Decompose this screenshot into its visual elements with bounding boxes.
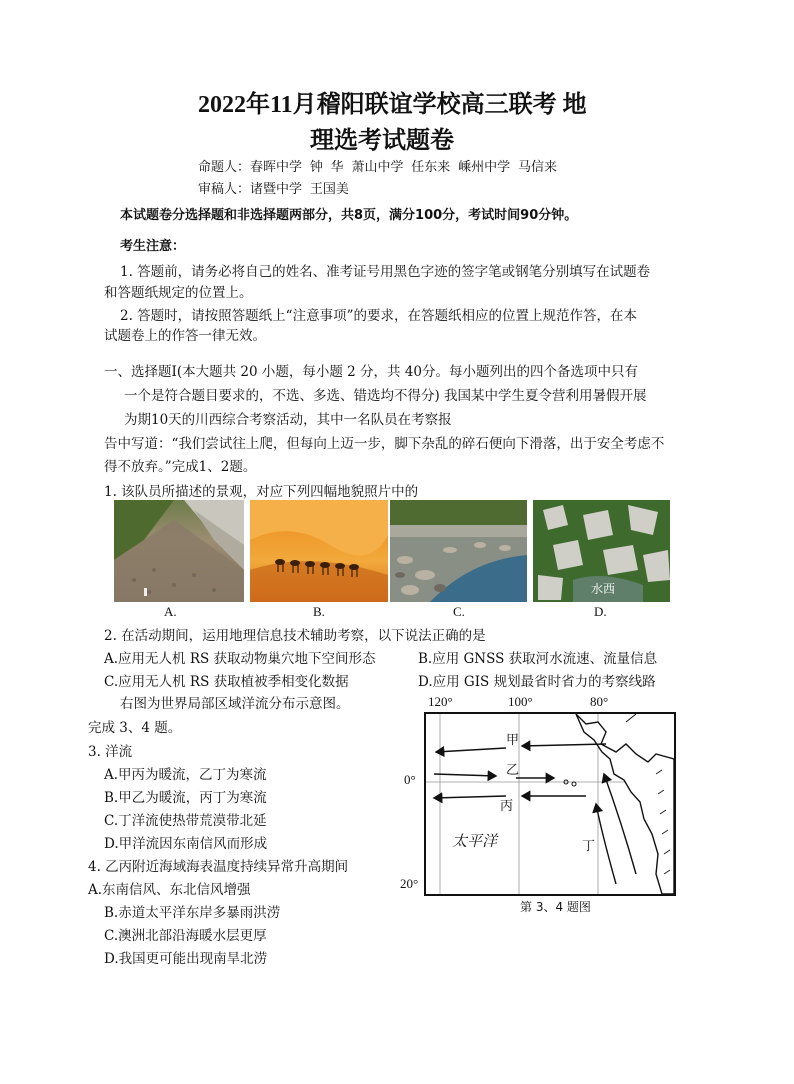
q3-option-d: D.甲洋流因东南信风而形成	[104, 836, 268, 852]
q2-option-d: D.应用 GIS 规划最省时省力的考察线路	[418, 674, 656, 690]
q2-option-c: C.应用无人机 RS 获取植被季相变化数据	[104, 674, 349, 690]
notice-item2-a: 2. 答题时，请按照答题纸上“注意事项”的要求，在答题纸相应的位置上规范作答，在本	[120, 308, 637, 324]
photo-d-label: 水西	[591, 582, 616, 596]
section1-line1: 一、选择题Ⅰ(本大题共 20 小题，每小题 2 分，共 40分。每小题列出的四个备选项中只有	[104, 364, 639, 380]
q4-option-b: B.赤道太平洋东岸多暴雨洪涝	[104, 905, 281, 921]
photo-a-scree-slope	[114, 500, 244, 602]
q34-intro-line2: 完成 3、4 题。	[88, 720, 182, 736]
q2-option-b: B.应用 GNSS 获取河水流速、流量信息	[418, 651, 658, 667]
q2-stem: 2. 在活动期间，运用地理信息技术辅助考察，以下说法正确的是	[104, 628, 486, 644]
map-caption: 第 3、4 题图	[520, 900, 591, 914]
section1-line3: 为期10天的川西综合考察活动，其中一名队员在考察报	[124, 412, 452, 428]
ocean-current-map	[424, 712, 676, 896]
q3-option-a: A.甲丙为暖流，乙丁为寒流	[104, 767, 267, 783]
reviewer-line: 审稿人：诸暨中学 王国美	[198, 182, 349, 197]
q2-option-a: A.应用无人机 RS 获取动物巢穴地下空间形态	[104, 651, 376, 667]
photo-b-desert-camels	[250, 500, 388, 602]
caption-d: D.	[594, 604, 607, 619]
q1-stem: 1. 该队员所描述的景观，对应下列四幅地貌照片中的	[104, 484, 419, 500]
section1-line2: 一个是符合题目要求的，不选、多选、错选均不得分) 我国某中学生夏令营利用暑假开展	[124, 388, 647, 404]
map-label-pacific: 太平洋	[452, 832, 498, 850]
map-lon-100: 100°	[508, 694, 533, 709]
map-label-yi: 乙	[506, 763, 520, 778]
exam-title-line1: 2022年11月稽阳联谊学校高三联考 地	[198, 92, 587, 118]
map-lat-0: 0°	[404, 772, 416, 787]
map-label-jia: 甲	[506, 733, 520, 748]
q4-option-d: D.我国更可能出现南旱北涝	[104, 951, 268, 967]
photo-d-karst-water	[533, 500, 670, 602]
q3-option-b: B.甲乙为暖流，丙丁为寒流	[104, 790, 267, 806]
q4-stem: 4. 乙丙附近海域海表温度持续异常升高期间	[88, 859, 349, 875]
map-lon-80: 80°	[590, 694, 609, 709]
exam-summary: 本试题卷分选择题和非选择题两部分，共8页，满分100分，考试时间90分钟。	[120, 208, 578, 223]
map-lon-120: 120°	[428, 694, 453, 709]
q3-stem: 3. 洋流	[88, 744, 133, 760]
q4-option-c: C.澳洲北部沿海暖水层更厚	[104, 928, 267, 944]
q4-option-a: A.东南信风、东北信风增强	[88, 882, 251, 898]
map-label-bing: 丙	[500, 799, 514, 814]
map-lat-20: 20°	[400, 876, 419, 891]
authors-line: 命题人：春晖中学 钟 华 萧山中学 任东来 嵊州中学 马信来	[198, 160, 557, 175]
notice-item1-a: 1. 答题前，请务必将自己的姓名、准考证号用黑色字迹的签字笔或钢笔分别填写在试题卷	[120, 264, 651, 280]
q34-intro-line1: 右图为世界局部区域洋流分布示意图。	[120, 696, 350, 712]
caption-b: B.	[313, 604, 325, 619]
caption-a: A.	[164, 604, 177, 619]
exam-title-line2: 理选考试题卷	[310, 128, 454, 154]
photo-c-river-stones	[390, 500, 527, 602]
notice-item2-b: 试题卷上的作答一律无效。	[104, 328, 266, 344]
section1-line5: 得不放弃。”完成1、2题。	[104, 459, 257, 475]
q3-option-c: C.丁洋流使热带荒漠带北延	[104, 813, 267, 829]
map-label-ding: 丁	[582, 839, 596, 854]
notice-item1-b: 和答题纸规定的位置上。	[104, 285, 253, 301]
section1-line4: 告中写道：“我们尝试往上爬，但每向上迈一步，脚下杂乱的碎石便向下滑落，出于安全考虑不	[104, 436, 665, 452]
caption-c: C.	[453, 604, 465, 619]
notice-heading: 考生注意：	[120, 239, 186, 254]
